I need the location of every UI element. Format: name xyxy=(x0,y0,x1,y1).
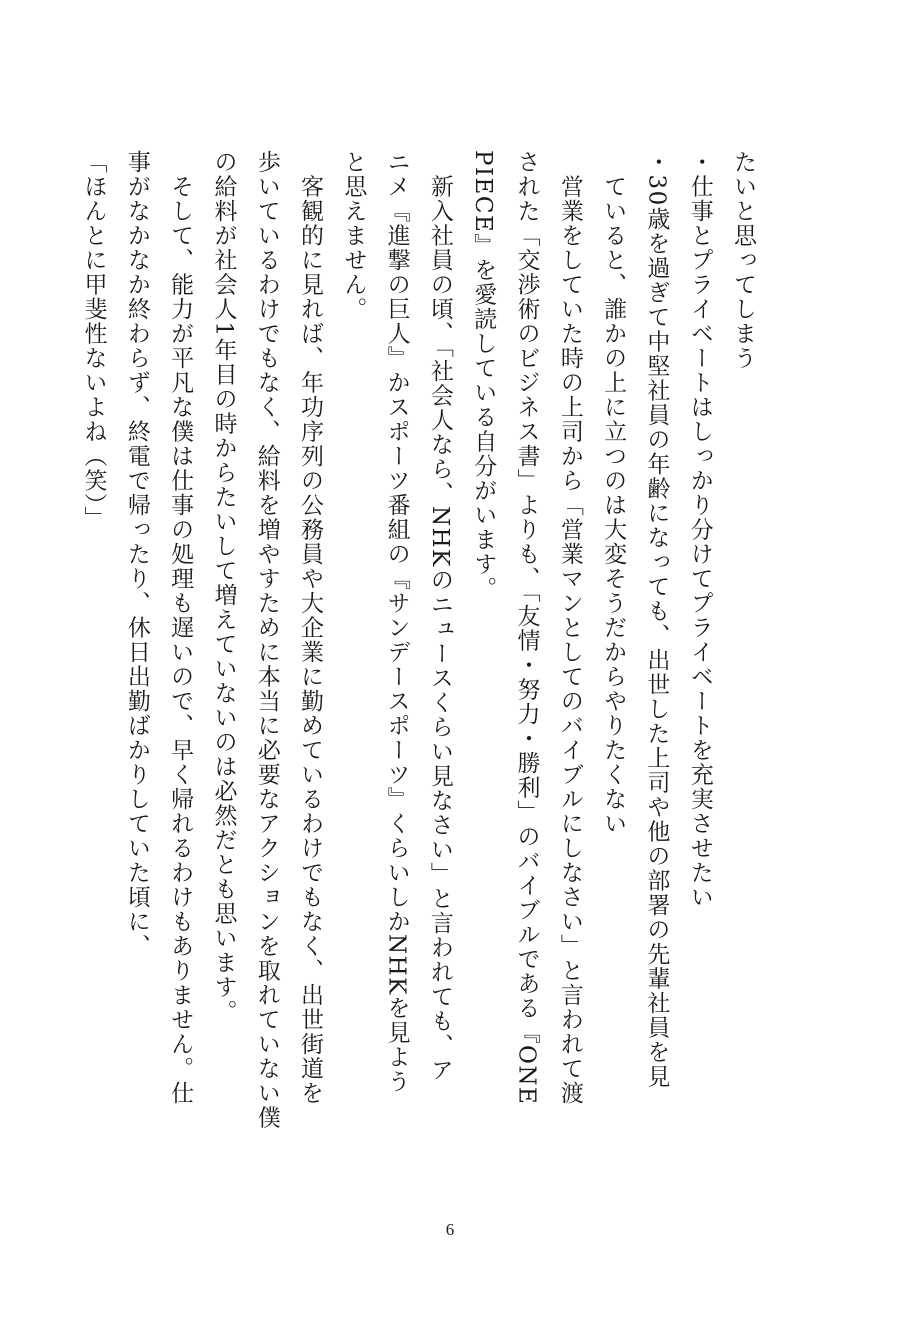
text-line: 歩いているわけでもなく、給料を増やすために本当に必要なアクションを取れていない僕 xyxy=(253,150,280,1130)
text-line: ・仕事とプライベートはしっかり分けてプライベートを充実させたい xyxy=(686,150,713,910)
text-line: たいと思ってしまう xyxy=(730,150,756,371)
text-line: 客観的に見れば、年功序列の公務員や大企業に勤めているわけでもなく、出世街道を xyxy=(297,150,324,1106)
text-line: 事がなかなか終わらず、終電で帰ったり、休日出勤ばかりしていた頃に、 xyxy=(123,150,150,959)
text-line: ニメ『進撃の巨人』かスポーツ番組の『サンデースポーツ』くらいしかNHKを見よう xyxy=(383,150,410,1094)
page-number: 6 xyxy=(445,1220,455,1239)
text-line: そして、能力が平凡な僕は仕事の処理も遅いので、早く帰れるわけもありません。仕 xyxy=(167,150,194,1106)
vertical-body-text xyxy=(71,150,764,1130)
text-line: の給料が社会人1年目の時からたいして増えていないのは必然だとも思います。 xyxy=(210,150,237,1024)
text-line: された「交渉術のビジネス書」よりも、「友情・努力・勝利」のバイブルである『ONE xyxy=(513,150,540,1106)
text-line: 営業をしていた時の上司から「営業マンとしてのバイブルにしなさい」と言われて渡 xyxy=(556,150,583,1106)
text-line: 「ほんとに甲斐性ないよね（笑）」 xyxy=(80,150,107,531)
text-line: PIECE』を愛読している自分がいます。 xyxy=(470,150,497,601)
text-line: ・30歳を過ぎて中堅社員の年齢になっても、出世した上司や他の部署の先輩社員を見 xyxy=(643,150,670,1089)
text-line: ていると、誰かの上に立つのは大変そうだからやりたくない xyxy=(600,150,627,836)
text-line: 新入社員の頃、「社会人なら、NHKのニュースくらい見なさい」と言われても、ア xyxy=(426,150,453,1083)
text-line: と思えません。 xyxy=(340,150,367,322)
